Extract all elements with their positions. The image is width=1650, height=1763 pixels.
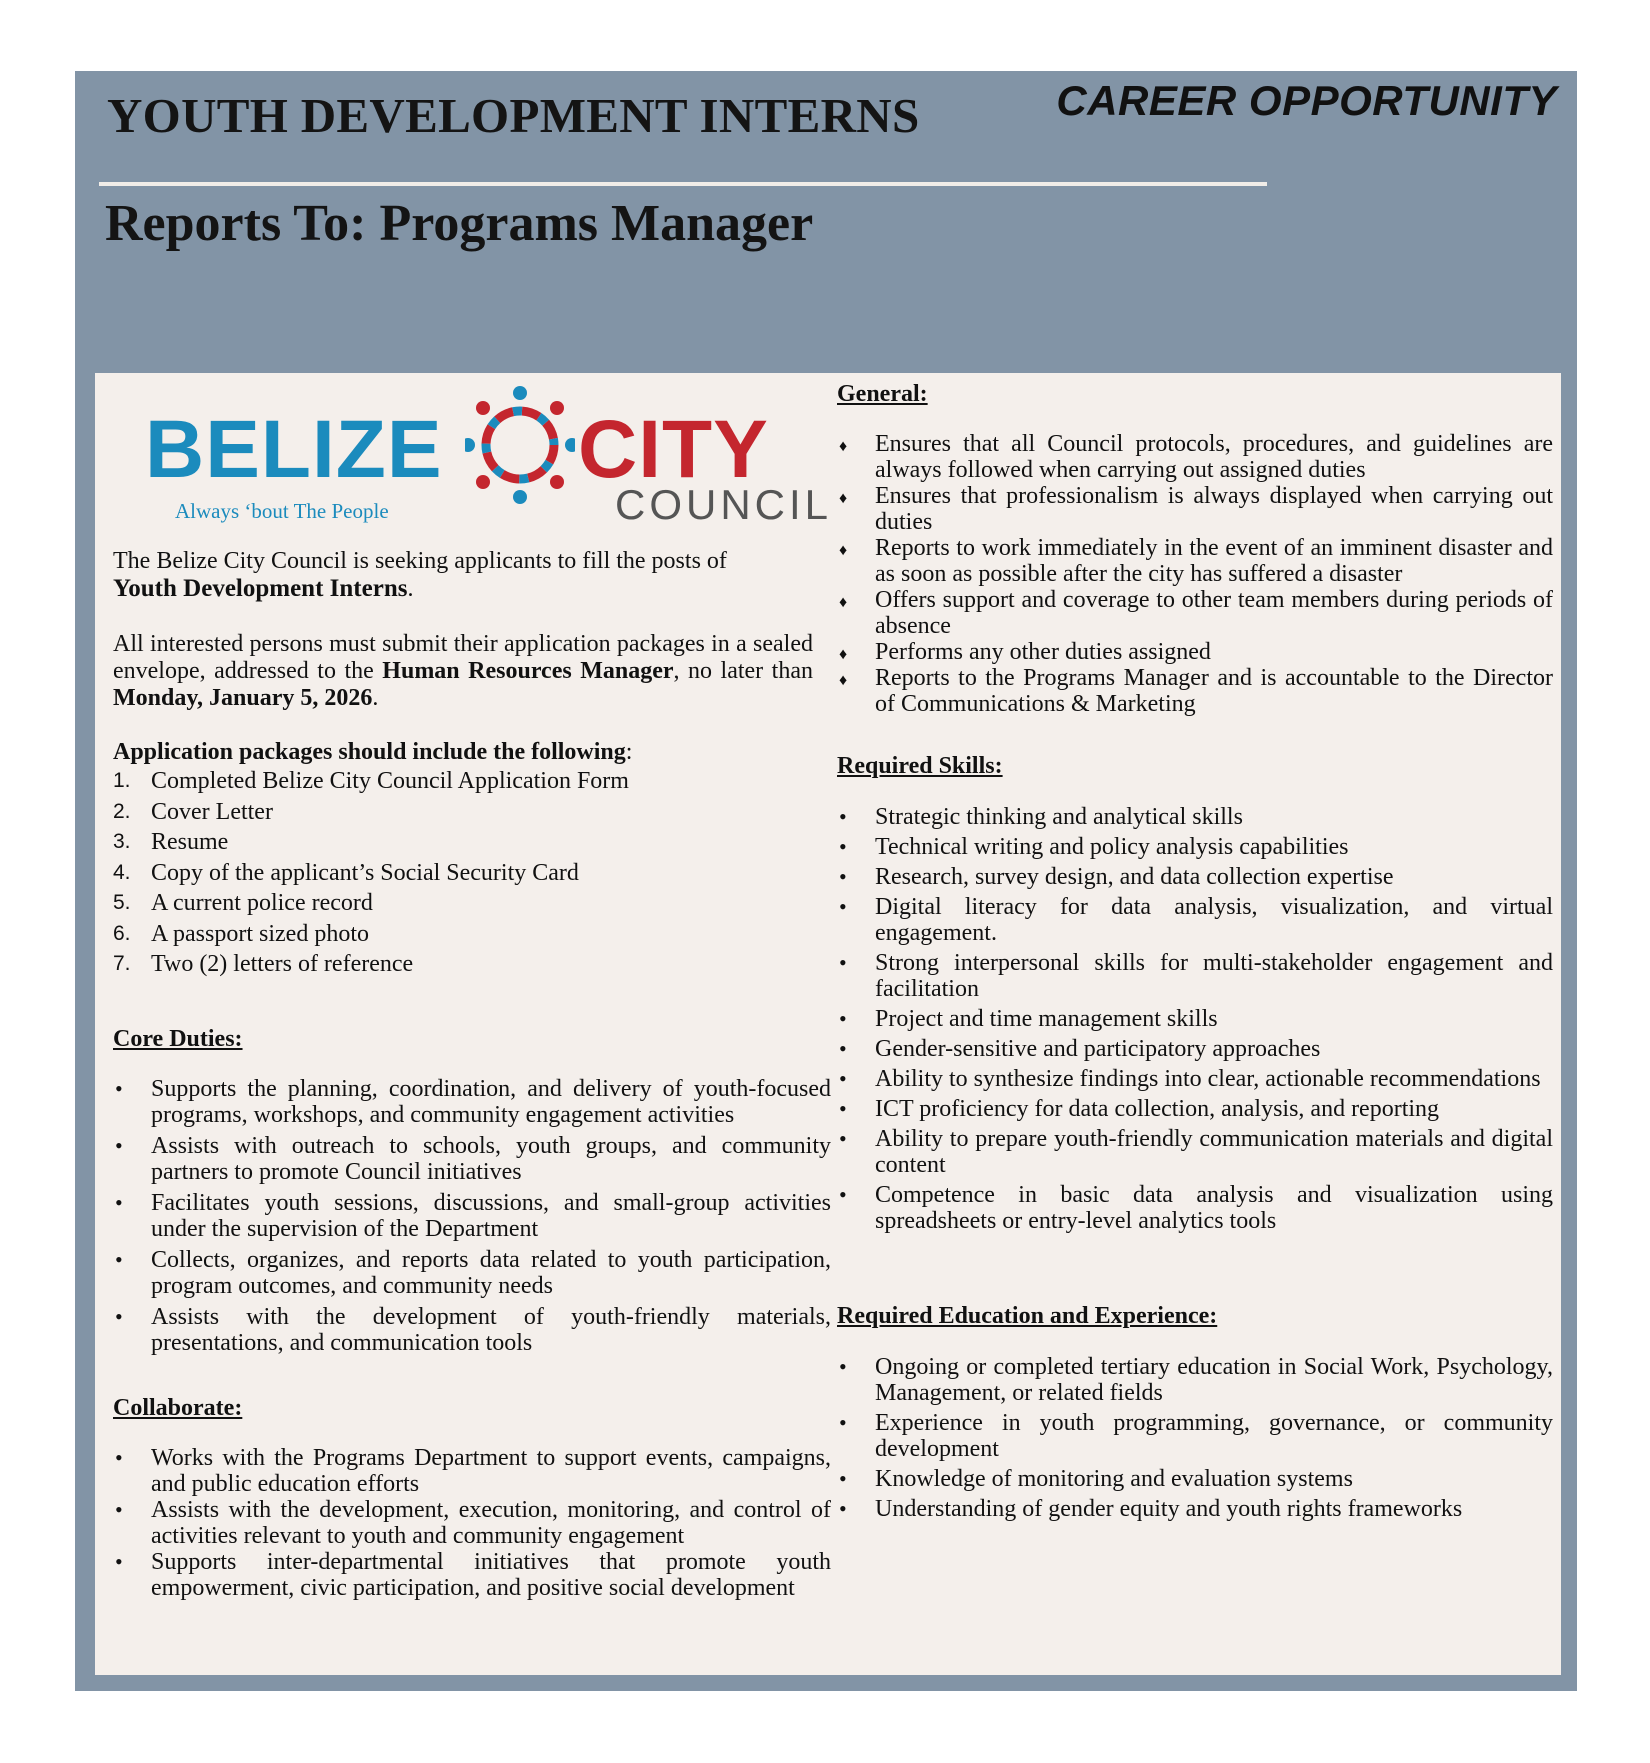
list-item [113, 1076, 831, 1128]
list-item [837, 1466, 1553, 1492]
list-item-text: Reports to work immediately in the event of an imminent disaster and as soon as possible after the city has suffered a disaster [875, 535, 1553, 587]
list-item-text: Knowledge of monitoring and evaluation systems [875, 1466, 1353, 1492]
dot-bullet-icon: • [839, 1006, 847, 1031]
list-item [113, 949, 813, 980]
dot-bullet-icon: • [115, 1304, 123, 1329]
list-item [837, 1496, 1553, 1522]
application-section [113, 739, 813, 980]
list-item-text: A current police record [151, 890, 373, 916]
list-item-text: Works with the Programs Department to support events, campaigns, and public education efforts [151, 1445, 831, 1497]
intro-paragraph [113, 548, 813, 603]
list-item [837, 864, 1553, 890]
list-item-text: Digital literacy for data analysis, visualization, and virtual engagement. [875, 894, 1553, 946]
list-item-text: Strategic thinking and analytical skills [875, 804, 1243, 830]
list-item-number: 1. [113, 769, 131, 792]
dot-bullet-icon: • [839, 1126, 847, 1151]
list-item-text: Collects, organizes, and reports data related to youth participation, program outcomes, and community needs [151, 1247, 831, 1299]
application-heading-colon: : [625, 739, 633, 765]
diamond-bullet-icon: ♦ [839, 646, 848, 663]
content-panel [95, 373, 1561, 1675]
dot-bullet-icon: • [839, 864, 847, 889]
list-item [837, 431, 1553, 483]
list-item-text: Ensures that professionalism is always displayed when carrying out duties [875, 483, 1553, 535]
list-item [837, 1354, 1553, 1406]
diamond-bullet-icon: ♦ [839, 438, 848, 455]
list-item [837, 1066, 1553, 1092]
list-item-text: Ensures that all Council protocols, procedures, and guidelines are always followed when carrying out assigned duties [875, 431, 1553, 483]
dot-bullet-icon: • [839, 1466, 847, 1491]
list-item [113, 1133, 831, 1185]
dot-bullet-icon: • [115, 1549, 123, 1574]
list-item-text: Technical writing and policy analysis capabilities [875, 834, 1349, 860]
list-item-text: Performs any other duties assigned [875, 639, 1211, 665]
submission-deadline: Monday, January 5, 2026 [113, 685, 373, 711]
list-item [837, 483, 1553, 535]
general-list [837, 431, 1553, 717]
dot-bullet-icon: • [839, 1036, 847, 1061]
list-item [113, 1445, 831, 1497]
list-item-text: Ability to synthesize findings into clear, actionable recommendations [875, 1066, 1541, 1092]
logo-word-city: CITY [578, 404, 769, 495]
list-item-text: Cover Letter [151, 798, 273, 825]
list-item-text: Supports the planning, coordination, and delivery of youth-focused programs, workshops, and community engagement activities [151, 1076, 831, 1128]
list-item-text: Assists with outreach to schools, youth groups, and community partners to promote Council initiatives [151, 1133, 831, 1185]
list-item [113, 1190, 831, 1242]
list-item-text: A passport sized photo [151, 920, 369, 947]
list-item-text: Completed Belize City Council Application Form [151, 768, 629, 794]
logo-word-belize: BELIZE [145, 404, 443, 495]
list-item-number: 4. [113, 860, 131, 884]
dot-bullet-icon: • [839, 1354, 847, 1379]
list-item [113, 888, 813, 919]
submission-paragraph [113, 631, 813, 712]
list-item [113, 919, 813, 950]
list-item-number: 5. [113, 891, 131, 914]
dot-bullet-icon: • [839, 804, 847, 829]
list-item [837, 1096, 1553, 1122]
general-section [837, 381, 1553, 717]
submission-text-2: , no later than [673, 658, 814, 684]
skills-heading: Required Skills: [837, 753, 1003, 779]
education-list [837, 1354, 1553, 1522]
core-duties-list [113, 1076, 831, 1356]
list-item-text: ICT proficiency for data collection, analysis, and reporting [875, 1096, 1440, 1122]
list-item [837, 1006, 1553, 1032]
application-heading: Application packages should include the following [113, 739, 626, 765]
submission-text-3: . [372, 685, 379, 711]
list-item [837, 1410, 1553, 1462]
intro-end: . [407, 576, 414, 602]
list-item [113, 1549, 831, 1601]
list-item-text: Project and time management skills [875, 1006, 1218, 1032]
dot-bullet-icon: • [839, 1182, 847, 1207]
list-item [113, 858, 813, 889]
list-item [837, 834, 1553, 860]
submission-recipient: Human Resources Manager [382, 658, 674, 684]
core-duties-heading: Core Duties: [113, 1026, 243, 1052]
intro-text: The Belize City Council is seeking applicants to fill the posts of [113, 548, 727, 574]
dot-bullet-icon: • [839, 894, 847, 919]
header-banner [75, 71, 1577, 1691]
diamond-bullet-icon: ♦ [839, 542, 848, 559]
list-item [113, 1497, 831, 1549]
education-heading: Required Education and Experience: [837, 1303, 1218, 1329]
list-item [837, 587, 1553, 639]
collaborate-heading: Collaborate: [113, 1395, 243, 1421]
list-item-text: Assists with the development of youth-friendly materials, presentations, and communication tools [151, 1304, 831, 1356]
list-item-text: Two (2) letters of reference [151, 951, 414, 977]
list-item-text: Resume [151, 829, 229, 855]
logo-word-council: COUNCIL [615, 481, 833, 528]
list-item [837, 804, 1553, 830]
dot-bullet-icon: • [839, 1496, 847, 1521]
list-item-text: Offers support and coverage to other team members during periods of absence [875, 587, 1553, 639]
skills-list [837, 804, 1553, 1234]
list-item-text: Gender-sensitive and participatory approaches [875, 1036, 1321, 1062]
list-item-text: Understanding of gender equity and youth rights frameworks [875, 1496, 1463, 1522]
collaborate-section [113, 1395, 831, 1601]
diamond-bullet-icon: ♦ [839, 490, 848, 507]
list-item-text: Research, survey design, and data collection expertise [875, 864, 1394, 890]
belize-city-council-logo [145, 383, 833, 528]
career-opportunity-label: CAREER OPPORTUNITY [1056, 77, 1557, 124]
list-item [113, 827, 813, 858]
list-item-text: Reports to the Programs Manager and is accountable to the Director of Communications & Marketing [875, 665, 1553, 717]
list-item [837, 639, 1553, 665]
dot-bullet-icon: • [115, 1076, 123, 1101]
list-item-number: 2. [113, 799, 131, 823]
list-item [113, 797, 813, 828]
dot-bullet-icon: • [115, 1133, 123, 1158]
list-item-text: Supports inter-departmental initiatives that promote youth empowerment, civic participation, and positive social development [151, 1549, 831, 1601]
dot-bullet-icon: • [115, 1445, 123, 1470]
list-item [837, 665, 1553, 717]
list-item-text: Strong interpersonal skills for multi-stakeholder engagement and facilitation [875, 950, 1553, 1002]
list-item-text: Ongoing or completed tertiary education in Social Work, Psychology, Management, or related fields [875, 1354, 1553, 1406]
diamond-bullet-icon: ♦ [839, 594, 848, 611]
intro-post-title: Youth Development Interns [113, 575, 408, 602]
list-item-text: Assists with the development, execution, monitoring, and control of activities relevant to youth and community engagement [151, 1497, 831, 1549]
page-title: YOUTH DEVELOPMENT INTERNS [107, 88, 920, 143]
list-item [837, 1182, 1553, 1234]
list-item [837, 950, 1553, 1002]
dot-bullet-icon: • [839, 1096, 847, 1121]
list-item-number: 3. [113, 830, 131, 853]
core-duties-section [113, 1026, 831, 1361]
list-item [837, 1126, 1553, 1178]
dot-bullet-icon: • [839, 834, 847, 859]
list-item [837, 535, 1553, 587]
general-heading: General: [837, 381, 928, 407]
logo-tagline: Always ‘bout The People [175, 499, 389, 523]
submission-text-1: All interested persons must submit their application packages in a sealed envelope, addressed to the [113, 631, 813, 684]
dot-bullet-icon: • [115, 1190, 123, 1215]
list-item [113, 766, 813, 797]
list-item [837, 894, 1553, 946]
application-list [113, 766, 813, 980]
list-item [837, 1036, 1553, 1062]
dot-bullet-icon: • [115, 1247, 123, 1272]
list-item-number: 7. [113, 952, 131, 975]
dot-bullet-icon: • [839, 1410, 847, 1435]
list-item-text: Copy of the applicant’s Social Security Card [151, 859, 579, 886]
education-section [837, 1303, 1553, 1526]
skills-section [837, 753, 1553, 1238]
dot-bullet-icon: • [839, 950, 847, 975]
list-item-text: Ability to prepare youth-friendly communication materials and digital content [875, 1126, 1553, 1178]
list-item [113, 1304, 831, 1356]
dot-bullet-icon: • [115, 1497, 123, 1522]
list-item-text: Competence in basic data analysis and visualization using spreadsheets or entry-level analytics tools [875, 1182, 1553, 1234]
title-divider [99, 182, 1267, 186]
list-item-number: 6. [113, 921, 131, 945]
dot-bullet-icon: • [839, 1066, 847, 1091]
collaborate-list [113, 1445, 831, 1601]
list-item-text: Experience in youth programming, governance, or community development [875, 1410, 1553, 1462]
people-ring-icon [465, 383, 575, 507]
list-item-text: Facilitates youth sessions, discussions, and small-group activities under the supervision of the Department [151, 1190, 831, 1242]
diamond-bullet-icon: ♦ [839, 672, 848, 689]
reports-to-heading: Reports To: Programs Manager [105, 195, 814, 252]
list-item [113, 1247, 831, 1299]
